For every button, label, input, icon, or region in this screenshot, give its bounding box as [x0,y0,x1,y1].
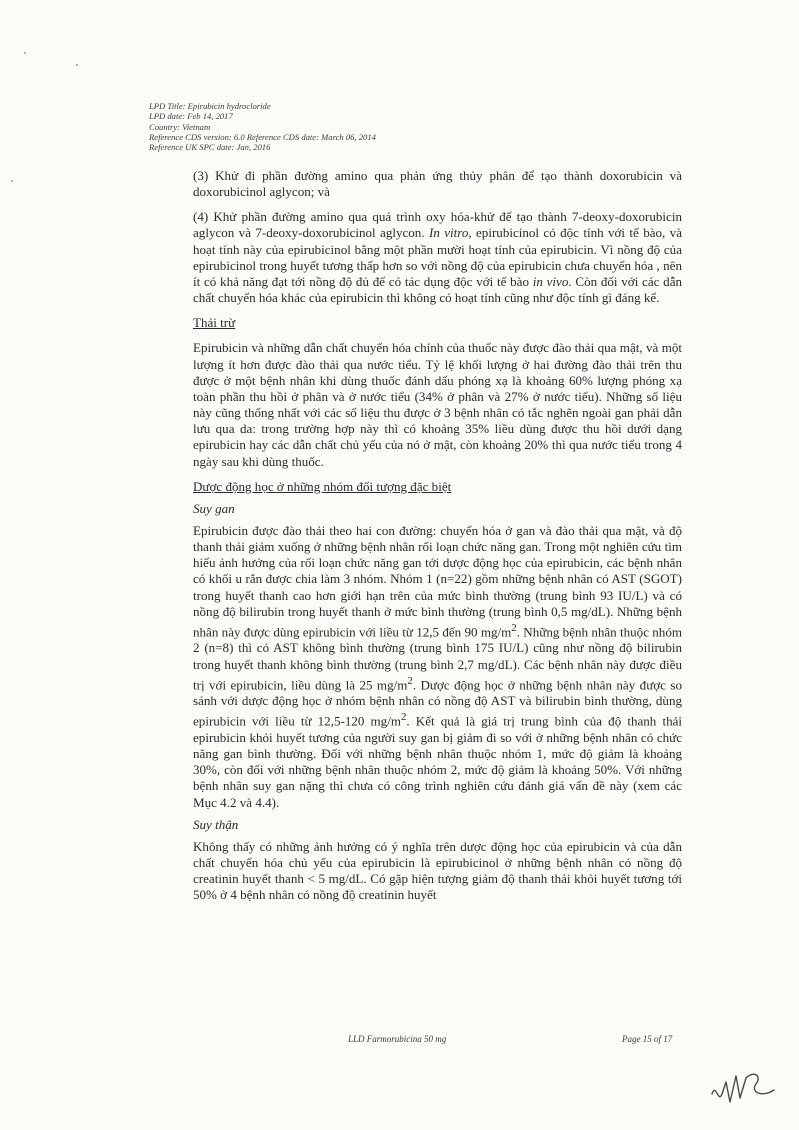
paragraph-4-text-a: (4) Khử phần đường amino qua quá trình oxy hóa-khử để tạo thành 7-deoxy-doxorubicin aglycon và 7-deoxy-doxorubicinol aglycon. [193,209,682,241]
paragraph-4 [193,209,682,306]
reference-cds: Reference CDS version: 6.0 Reference CDS date: March 06, 2014 [149,131,376,142]
superscript: 2 [511,621,517,634]
paragraph-4-text-b: , epirubicinol có độc tính với tế bào, và hoạt tính này của epirubicinol bằng một phần mười hoạt tính của epirubicin. Vì nồng độ của epirubicinol trong huyết tương thấp hơn so với nồng độ của epirubicin chưa chuyển hóa , nên ít có khả năng đạt tới nồng độ đủ để có tác dụng độc với tế bào [193,225,682,289]
heading-suy-gan: Suy gan [193,500,235,516]
suy-gan-text-c: . Dược động học ở những bệnh nhân này được so sánh với dược động học ở nhóm bệnh nhân có nồng độ AST và bilirubin bình thường, dùng epirubicin với liều từ 12,5-120 mg/m [193,677,682,729]
suy-gan-text-a: Epirubicin được đào thải theo hai con đường: chuyển hóa ở gan và đào thải qua mật, và độ thanh thải giảm xuống ở những bệnh nhân rối loạn chức năng gan. Trong một nghiên cứu tìm hiểu ảnh hưởng của rối loạn chức năng gan tới dược động học của epirubicin, các bệnh nhân có khối u rắn được chia làm 3 nhóm. Nhóm 1 (n=22) gồm những bệnh nhân có AST (SGOT) trong huyết thanh cao hơn giới hạn trên của mức bình thường (trung bình 93 IU/L) và có nồng độ bilirubin trong huyết thanh ở mức bình thường (trung bình 0,5 mg/dL). Những bệnh nhân này được dùng epirubicin với liều từ 12,5 đến 90 mg/m [193,522,682,640]
paragraph-thai-tru: Epirubicin và những dẫn chất chuyển hóa chính của thuốc này được đào thải qua mật, và một lượng ít hơn được đào thải qua nước tiểu. Tỷ lệ khối lượng ở hai đường đào thải trên thu được ở một bệnh nhân khi dùng thuốc đánh dấu phóng xạ là khoảng 60% lượng phóng xạ toàn phần thu hồi ở phân và ở nước tiểu (34% ở phân và 27% ở nước tiểu). Những số liệu này cũng thống nhất với các số liệu thu được ở 3 bệnh nhân có tắc nghẽn ngoài gan phải dẫn lưu qua da: trong trường hợp này thì có khoảng 35% liều dùng được thu hồi dưới dạng epirubicin hay các dẫn chất chủ yếu của nó ở mật, còn khoảng 20% thì qua nước tiểu trong 4 ngày sau khi dùng thuốc. [193,340,682,469]
suy-gan-text-b: . Những bệnh nhân thuộc nhóm 2 (n=8) thì có AST không bình thường (trung bình 175 IU/L) cũng như nồng độ bilirubin trong huyết thanh không bình thường (trung bình 2,7 mg/dL). Các bệnh nhân này được điều trị với epirubicin, liều dùng là 25 mg/m [193,624,683,693]
superscript: 2 [407,674,413,687]
paragraph-suy-gan [193,523,682,811]
paragraph-suy-than: Không thấy có những ảnh hưởng có ý nghĩa trên dược động học của epirubicin và của dẫn chất chuyển hóa chủ yếu của epirubicin là epirubicinol ở những bệnh nhân có nồng độ creatinin huyết thanh < 5 mg/dL. Có gặp hiện tượng giảm độ thanh thải khỏi huyết tương tới 50% ở 4 bệnh nhân có nồng độ creatinin huyết [193,838,682,903]
in-vitro-term: In vitro [428,225,469,241]
in-vivo-term: in vivo [532,273,569,289]
superscript: 2 [400,711,407,724]
scan-speck [11,180,13,182]
heading-special-populations: Dược động học ở những nhóm đối tượng đặc biệt [193,478,452,494]
heading-thai-tru: Thải trừ [193,315,236,331]
document-header [149,101,376,152]
reference-uk-spc: Reference UK SPC date: Jan, 2016 [149,142,271,153]
page-number: Page 15 of 17 [622,1034,673,1044]
lpd-title: LPD Title: Epirubicin hydrocloride [149,101,271,111]
handwritten-initials-icon [706,1064,786,1112]
scan-speck [76,64,78,66]
paragraph-4-text-c: . Còn đối với các dẫn chất chuyển hóa khác của epirubicin thì không có hoạt tính cũng như độc tính gì đáng kể. [193,273,683,306]
suy-gan-text-d: . Kết quả là giá trị trung bình của độ thanh thải epirubicin khỏi huyết tương của người suy gan bị giảm đi so với ở những bệnh nhân có chức năng gan bình thường. Đối với những bệnh nhân thuộc nhóm 1, mức độ giảm là khoảng 30%, còn đối với những bệnh nhân thuộc nhóm 2, mức độ giảm là khoảng 50%. Với những bệnh nhân suy gan nặng thì chưa có công trình nghiên cứu đánh giá vấn đề này (xem các Mục 4.2 và 4.4). [193,713,683,810]
heading-suy-than: Suy thận [193,816,239,832]
scan-speck [24,52,26,54]
paragraph-3: (3) Khử đi phần đường amino qua phản ứng thủy phân để tạo thành doxorubicin và doxorubicinol aglycon; và [193,168,682,200]
footer-document-name: LLD Farmorubicina 50 mg [348,1034,447,1044]
country: Country: Vietnam [149,121,211,132]
document-body [193,168,682,903]
lpd-date: LPD date: Feb 14, 2017 [149,111,233,122]
